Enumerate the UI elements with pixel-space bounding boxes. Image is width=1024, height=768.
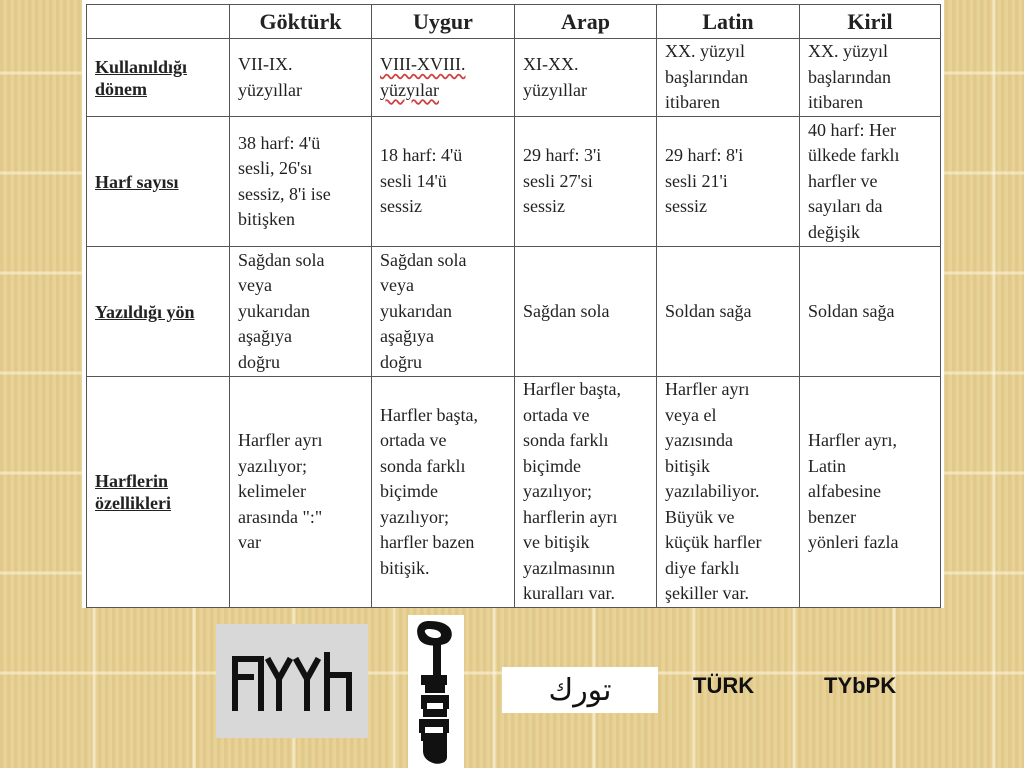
table-cell: XX. yüzyıl başlarından itibaren — [657, 39, 800, 117]
uygur-glyphs-icon — [409, 617, 463, 767]
header-uygur: Uygur — [372, 5, 515, 39]
table-cell: Harfler ayrı yazılıyor; kelimeler arasında ":" var — [230, 377, 372, 608]
table-cell: Harfler ayrı veya el yazısında bitişik yazılabiliyor. Büyük ve küçük harfler diye farklı şekiller var. — [657, 377, 800, 608]
comparison-table-panel — [82, 0, 944, 608]
row-label: Yazıldığı yön — [87, 247, 230, 377]
header-corner — [87, 5, 230, 39]
table-cell: Soldan sağa — [800, 247, 941, 377]
row-yazildigi-yon — [87, 247, 941, 377]
uygur-word-image — [408, 615, 464, 768]
table-cell: 38 harf: 4'ü sesli, 26'sı sessiz, 8'i ise bitişken — [230, 117, 372, 247]
table-cell: 29 harf: 3'i sesli 27'si sessiz — [515, 117, 657, 247]
row-harf-sayisi — [87, 117, 941, 247]
table-cell: VII-IX. yüzyıllar — [230, 39, 372, 117]
row-harflerin-ozellikleri — [87, 377, 941, 608]
table-cell: Harfler başta, ortada ve sonda farklı biçimde yazılıyor; harfler bazen bitişik. — [372, 377, 515, 608]
table-cell: 40 harf: Her ülkede farklı harfler ve sayıları da değişik — [800, 117, 941, 247]
alphabet-comparison-table — [86, 4, 941, 608]
table-cell: Sağdan sola veya yukarıdan aşağıya doğru — [230, 247, 372, 377]
table-cell: 29 harf: 8'i sesli 21'i sessiz — [657, 117, 800, 247]
gokturk-word-image — [216, 624, 368, 738]
table-cell: Sağdan sola — [515, 247, 657, 377]
table-cell: XX. yüzyıl başlarından itibaren — [800, 39, 941, 117]
table-cell: Harfler ayrı, Latin alfabesine benzer yönleri fazla — [800, 377, 941, 608]
table-cell: Sağdan sola veya yukarıdan aşağıya doğru — [372, 247, 515, 377]
header-latin: Latin — [657, 5, 800, 39]
header-kiril: Kiril — [800, 5, 941, 39]
table-cell: Soldan sağa — [657, 247, 800, 377]
header-gokturk: Göktürk — [230, 5, 372, 39]
table-cell: Harfler başta, ortada ve sonda farklı biçimde yazılıyor; harflerin ayrı ve bitişik yazılmasının kuralları var. — [515, 377, 657, 608]
kiril-word: TYbPK — [824, 673, 897, 698]
gokturk-glyphs-icon — [227, 651, 357, 711]
table-cell: 18 harf: 4'ü sesli 14'ü sessiz — [372, 117, 515, 247]
table-cell: VIII-XVIII. yüzyılar — [372, 39, 515, 117]
header-row — [87, 5, 941, 39]
row-label: Harf sayısı — [87, 117, 230, 247]
row-kullanildigi-donem — [87, 39, 941, 117]
row-label: Kullanıldığı dönem — [87, 39, 230, 117]
row-label: Harflerin özellikleri — [87, 377, 230, 608]
arap-word-image — [502, 667, 658, 713]
header-arap: Arap — [515, 5, 657, 39]
arap-word-text: تورك — [548, 672, 612, 708]
latin-word: TÜRK — [693, 673, 755, 698]
table-cell: XI-XX. yüzyıllar — [515, 39, 657, 117]
